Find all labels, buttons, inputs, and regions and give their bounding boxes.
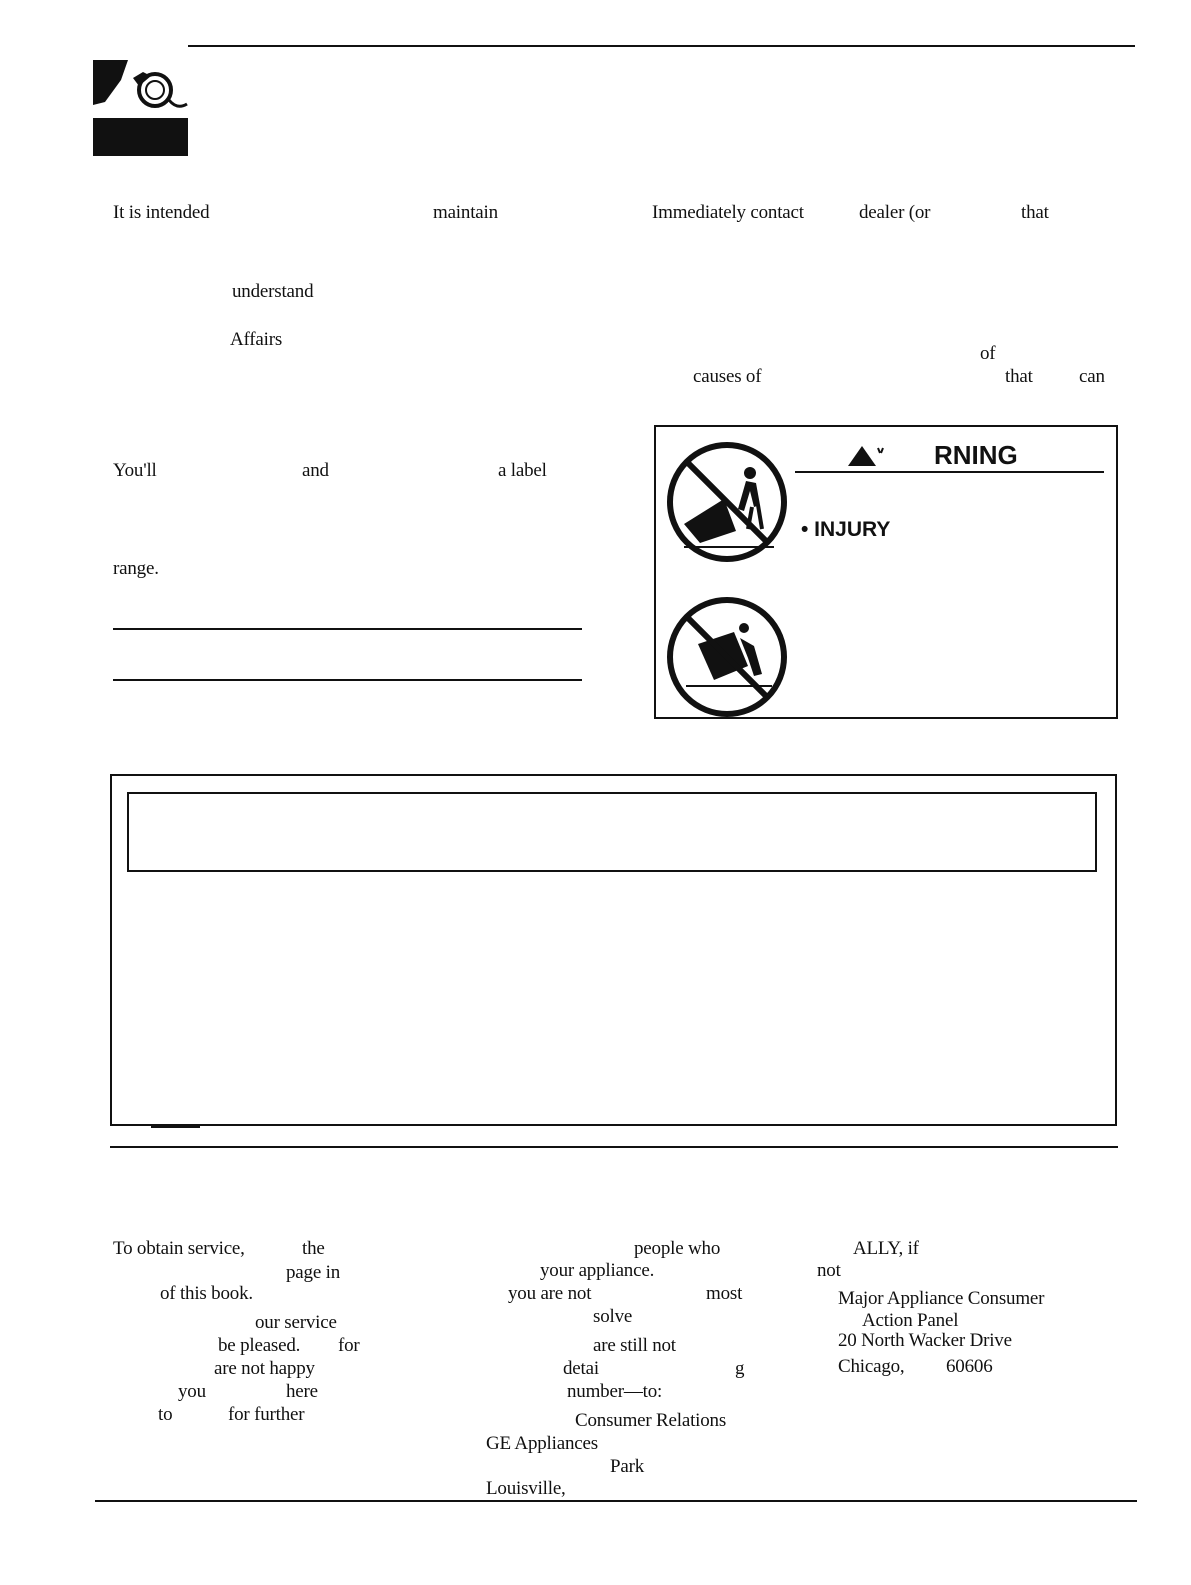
address-line: Park <box>610 1456 645 1477</box>
section-rule <box>110 1146 1118 1148</box>
service-step-fragment: To obtain service, <box>113 1238 245 1259</box>
tip-fragment: of <box>980 343 996 364</box>
service-step-fragment: are not happy <box>214 1358 315 1379</box>
tip-fragment: can <box>1079 366 1105 387</box>
service-step-fragment: page in <box>286 1262 340 1283</box>
intro-fragment: It is intended <box>113 202 210 223</box>
service-step-fragment: of this book. <box>160 1283 253 1304</box>
model-label-fragment: You'll <box>113 460 157 481</box>
model-label-fragment: a label <box>498 460 547 481</box>
warning-item: • INJURY <box>801 518 891 541</box>
service-step-fragment: for <box>338 1335 360 1356</box>
warning-title: RNING <box>934 440 1018 470</box>
no-climbing-on-door-icon <box>664 439 790 570</box>
frame-mark <box>151 1126 200 1128</box>
relations-fragment: solve <box>593 1306 633 1327</box>
relations-fragment: detai <box>563 1358 599 1379</box>
damage-fragment: dealer (or <box>859 202 931 223</box>
address-line: GE Appliances <box>486 1433 598 1454</box>
tip-fragment: that <box>1005 366 1033 387</box>
appliance-photo-icon <box>93 60 188 118</box>
macap-fragment: not <box>817 1260 841 1281</box>
relations-fragment: you are not <box>508 1283 592 1304</box>
macap-address-line: 20 North Wacker Drive <box>838 1330 1012 1351</box>
top-rule <box>188 45 1135 47</box>
relations-fragment: your appliance. <box>540 1260 655 1281</box>
no-tipping-range-icon <box>664 594 790 725</box>
macap-address-line: Major Appliance Consumer <box>838 1288 1045 1309</box>
service-step-fragment: our service <box>255 1312 337 1333</box>
service-step-fragment: the <box>302 1238 325 1259</box>
macap-address-line: Chicago, <box>838 1356 905 1377</box>
service-step-fragment: be pleased. <box>218 1335 301 1356</box>
model-number-line <box>113 628 582 630</box>
macap-address-line: 60606 <box>946 1356 993 1377</box>
bottom-rule <box>95 1500 1137 1502</box>
warning-title-rule <box>795 471 1104 473</box>
address-line: Consumer Relations <box>575 1410 727 1431</box>
intro-fragment: maintain <box>433 202 498 223</box>
safety-frame-header <box>127 792 1097 872</box>
macap-address-line: Action Panel <box>862 1310 959 1331</box>
intro-fragment: understand <box>232 281 314 302</box>
address-line: Louisville, <box>486 1478 566 1499</box>
relations-fragment: g <box>735 1358 745 1379</box>
warning-title-a <box>880 440 899 471</box>
intro-fragment: Affairs <box>230 329 283 350</box>
service-step-fragment: for further <box>228 1404 305 1425</box>
relations-fragment: people who <box>634 1238 721 1259</box>
service-step-fragment: you <box>178 1381 206 1402</box>
relations-fragment: are still not <box>593 1335 676 1356</box>
service-step-fragment: to <box>158 1404 173 1425</box>
warning-triangle-icon <box>848 444 884 473</box>
model-label-fragment: range. <box>113 558 159 579</box>
relations-fragment: number—to: <box>567 1381 663 1402</box>
damage-fragment: that <box>1021 202 1049 223</box>
serial-number-line <box>113 679 582 681</box>
damage-fragment: Immediately contact <box>652 202 804 223</box>
macap-fragment: ALLY, if <box>853 1238 919 1259</box>
tip-fragment: causes of <box>693 366 762 387</box>
relations-fragment: most <box>706 1283 743 1304</box>
model-label-fragment: and <box>302 460 329 481</box>
service-step-fragment: here <box>286 1381 318 1402</box>
